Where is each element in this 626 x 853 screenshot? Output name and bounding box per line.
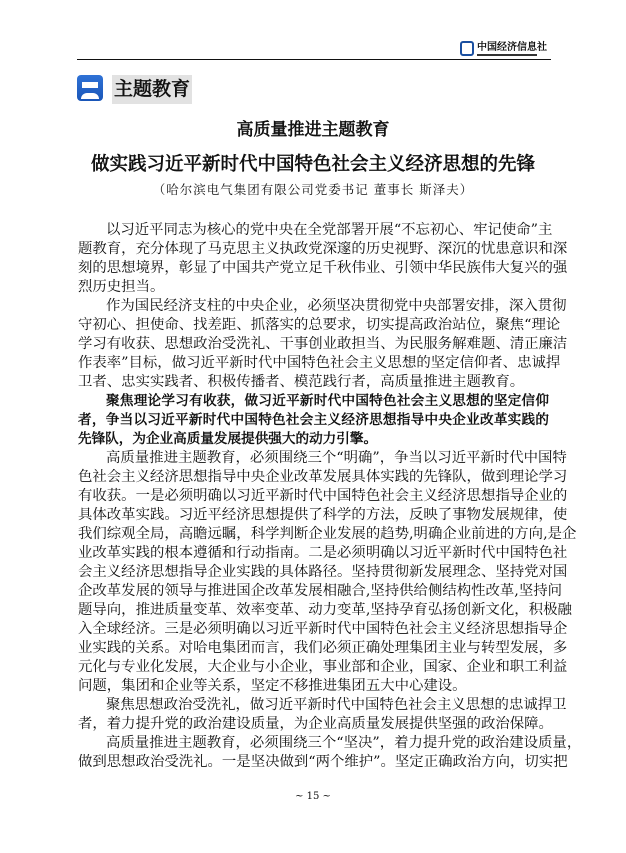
article-body xyxy=(78,221,582,772)
text-line: 企改革发展的领导与推进国企改革发展相融合,坚持供给侧结构性改革,坚持问 xyxy=(78,583,563,599)
text-line: 烈历史担当。 xyxy=(78,279,165,295)
text-line: 具体改革实践。习近平经济思想提供了科学的方法，反映了事物发展规律，使 xyxy=(78,507,568,523)
paragraph xyxy=(78,297,568,392)
text-line: 会主义经济思想指导企业实践的具体路径。坚持贯彻新发展理念、坚持党对国 xyxy=(78,564,568,580)
text-line: 色社会主义经济思想指导中央企业改革发展具体实践的先锋队，做到理论学习 xyxy=(78,469,568,485)
text-line: 问题，集团和企业等关系，坚定不移推进集团五大中心建设。 xyxy=(78,678,467,694)
text-line: 题导向，推进质量变革、效率变革、动力变革,坚持孕育弘扬创新文化，积极融 xyxy=(78,602,572,618)
text-line: 聚焦理论学习有收获，做习近平新时代中国特色社会主义思想的坚定信仰 xyxy=(106,393,549,409)
paragraph xyxy=(78,449,577,696)
article-byline: （哈尔滨电气集团有限公司党委书记 董事长 斯泽夫） xyxy=(152,182,474,197)
text-line: 者，着力提升党的政治建设质量，为企业高质量发展提供坚强的政治保障。 xyxy=(78,716,553,732)
text-line: 作为国民经济支柱的中央企业，必须坚决贯彻党中央部署安排，深入贯彻 xyxy=(106,298,567,314)
text-line: 先锋队，为企业高质量发展提供强大的动力引擎。 xyxy=(78,431,378,447)
text-line: 学习有收获、思想政治受洗礼、干事创业敢担当、为民服务解难题、清正廉洁 xyxy=(78,336,568,352)
text-line: 卫者、忠实实践者、积极传播者、模范践行者，高质量推进主题教育。 xyxy=(78,374,525,390)
page-number: ~ 15 ~ xyxy=(295,791,331,802)
section-badge-icon xyxy=(77,75,103,101)
section-title: 主题教育 xyxy=(112,75,192,104)
paragraph xyxy=(78,221,568,297)
text-line: 业改革实践的根本遵循和行动指南。二是必须明确以习近平新时代中国特色社 xyxy=(78,545,568,561)
text-line: 做到思想政治受洗礼。一是坚决做到“两个维护”。坚定正确政治方向，切实把 xyxy=(78,754,568,770)
publisher-logo xyxy=(460,41,547,56)
text-line: 高质量推进主题教育，必须围绕三个“坚决”，着力提升党的政治建设质量， xyxy=(106,735,582,751)
text-line: 题教育，充分体现了马克思主义执政党深邃的历史视野、深沉的忧患意识和深 xyxy=(78,241,568,257)
publisher-tagline-bar xyxy=(477,54,537,56)
paragraph xyxy=(78,696,567,734)
text-line: 元化与专业化发展，大企业与小企业，事业部和企业，国家、企业和职工利益 xyxy=(78,659,568,675)
text-line: 者，争当以习近平新时代中国特色社会主义经济思想指导中央企业改革实践的 xyxy=(78,412,549,428)
article-title: 高质量推进主题教育 xyxy=(236,120,390,140)
article-subtitle: 做实践习近平新时代中国特色社会主义经济思想的先锋 xyxy=(90,154,535,175)
header-rule xyxy=(77,59,551,60)
bold-paragraph xyxy=(78,392,549,449)
text-line: 作表率”目标，做习近平新时代中国特色社会主义思想的坚定信仰者、忠诚捍 xyxy=(78,355,561,371)
text-line: 守初心、担使命、找差距、抓落实的总要求，切实提高政治站位，聚焦“理论 xyxy=(78,317,561,333)
text-line: 我们综观全局，高瞻远瞩，科学判断企业发展的趋势,明确企业前进的方向,是企 xyxy=(78,526,577,542)
text-line: 有收获。一是必须明确以习近平新时代中国特色社会主义经济思想指导企业的 xyxy=(78,488,568,504)
text-line: 入全球经济。三是必须明确以习近平新时代中国特色社会主义经济思想指导企 xyxy=(78,621,568,637)
publisher-name: 中国经济信息社 xyxy=(477,41,547,53)
text-line: 以习近平同志为核心的党中央在全党部署开展“不忘初心、牢记使命”主 xyxy=(106,222,553,238)
text-line: 刻的思想境界，彰显了中国共产党立足千秋伟业、引领中华民族伟大复兴的强 xyxy=(78,260,568,276)
text-line: 业实践的关系。对哈电集团而言，我们必须正确处理集团主业与转型发展，多 xyxy=(78,640,568,656)
text-line: 高质量推进主题教育，必须围绕三个“明确”，争当以习近平新时代中国特 xyxy=(106,450,567,466)
text-line: 聚焦思想政治受洗礼，做习近平新时代中国特色社会主义思想的忠诚捍卫 xyxy=(106,697,567,713)
publisher-logo-icon xyxy=(460,41,474,56)
paragraph xyxy=(78,734,582,772)
